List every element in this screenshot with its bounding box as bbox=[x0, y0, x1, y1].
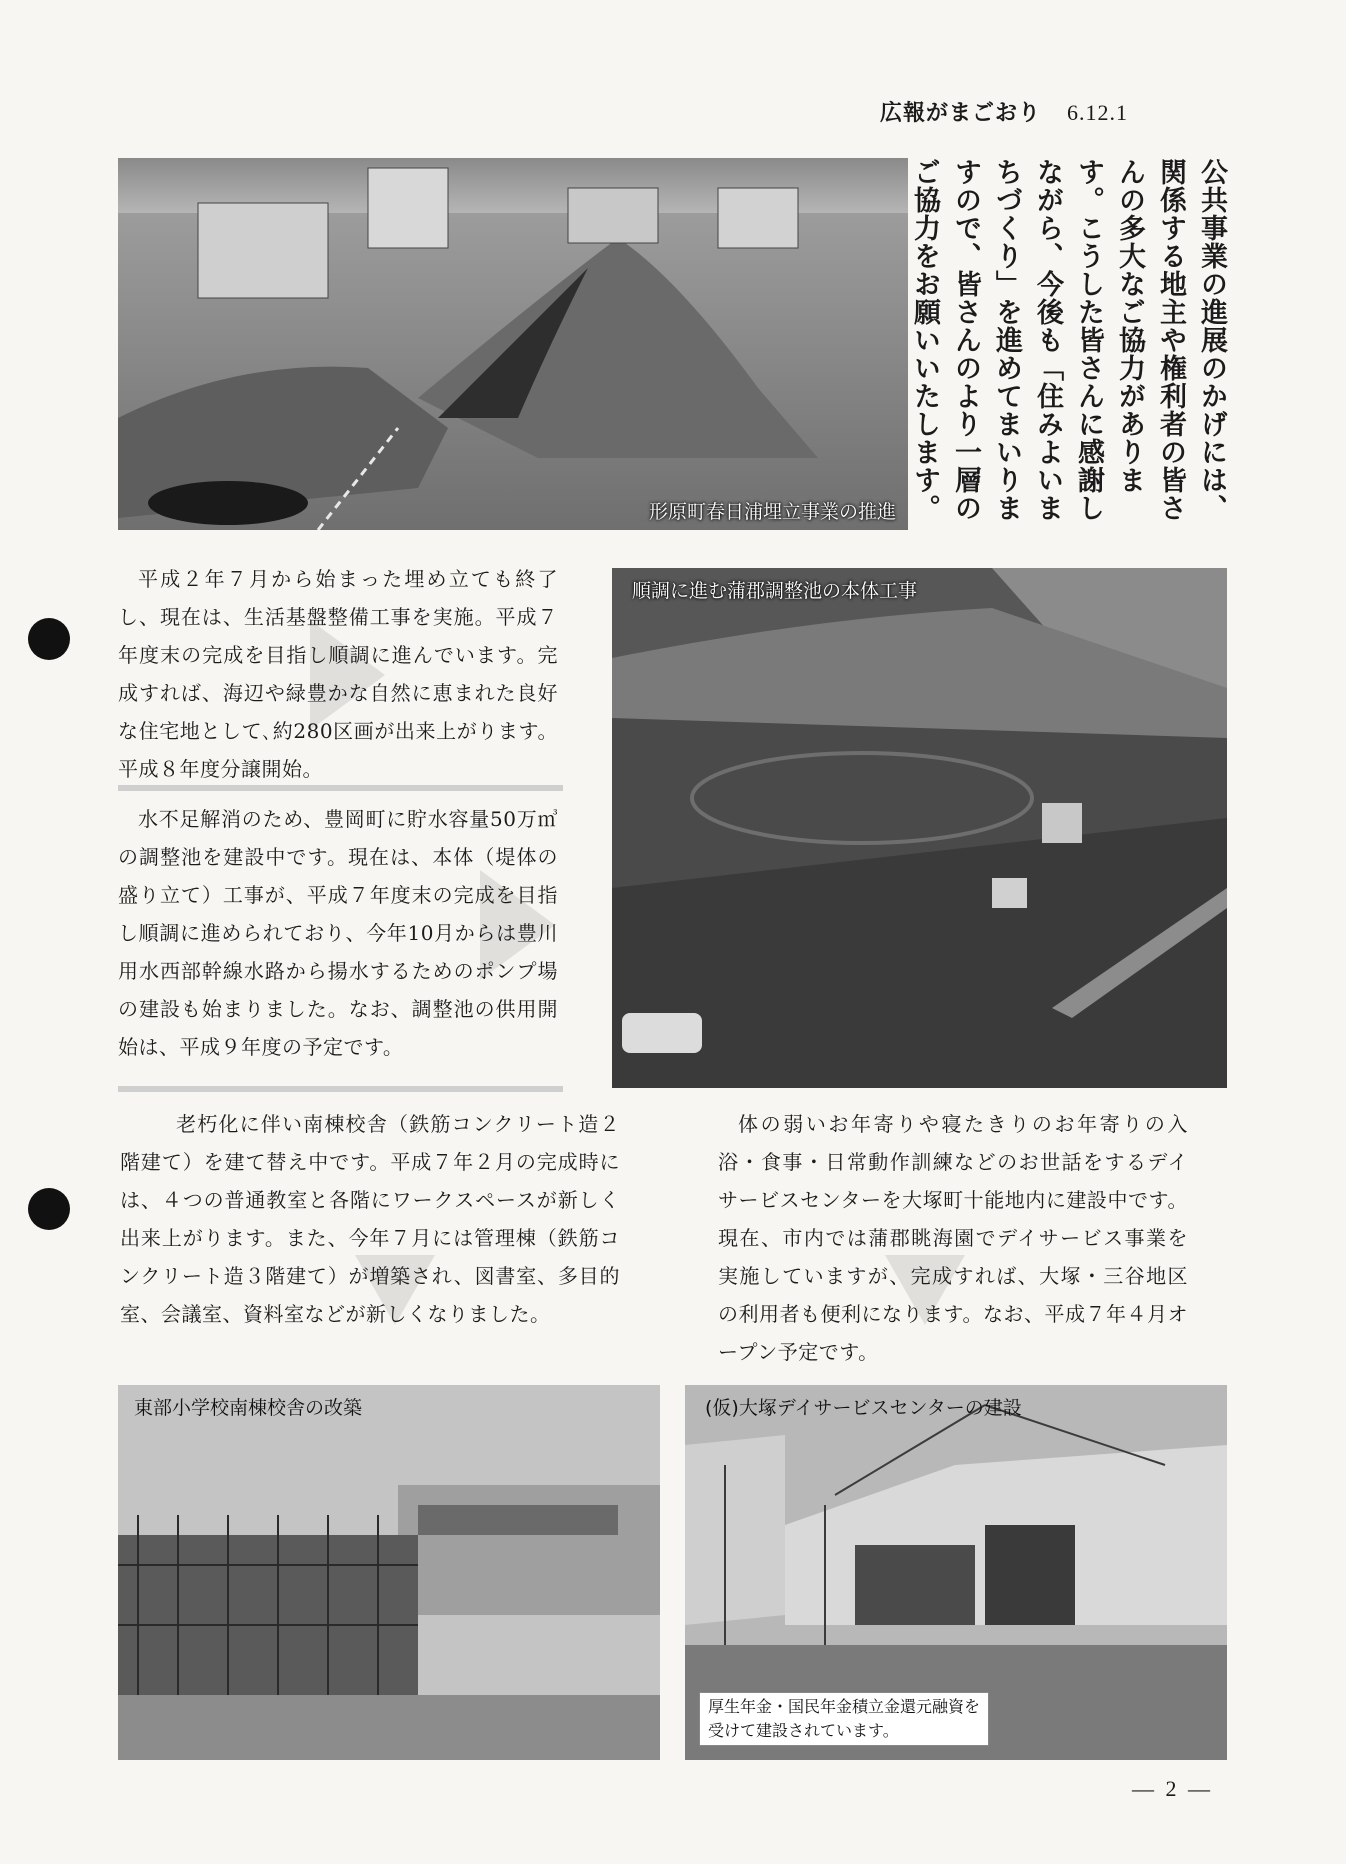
funding-note-line1: 厚生年金・国民年金積立金還元融資を bbox=[708, 1697, 981, 1716]
text-reclamation: 平成２年７月から始まった埋め立ても終了し、現在は、生活基盤整備工事を実施。平成７年度末の完成を目指し順調に進んでいます。完成すれば、海辺や緑豊かな自然に恵まれた良好な住宅地として､約280区画が出来上がります。平成８年度分譲開始。 bbox=[118, 567, 558, 781]
text-reservoir: 水不足解消のため、豊岡町に貯水容量50万㎥の調整池を建設中です。現在は、本体（堤体の盛り立て）工事が、平成７年度末の完成を目指し順調に進められており、今年10月からは豊川用水西部幹線水路から揚水するためのポンプ場の建設も始まりました。なお、調整池の供用開始は、平成９年度の予定です。 bbox=[118, 807, 558, 1059]
caption-school: 東部小学校南棟校舎の改築 bbox=[134, 1397, 363, 1419]
text-day-service: 体の弱いお年寄りや寝たきりのお年寄りの入浴・食事・日常動作訓練などのお世話をするデイサービスセンターを大塚町十能地内に建設中です。現在、市内では蒲郡眺海園でデイサービス事業を実施していますが、完成すれば、大塚・三谷地区の利用者も便利になります。なお、平成７年４月オープン予定です。 bbox=[718, 1112, 1188, 1364]
photo-school-rebuilding bbox=[118, 1385, 660, 1760]
photo-reclamation-site bbox=[118, 158, 908, 530]
photo-day-service-center bbox=[685, 1385, 1227, 1760]
caption-day-service: (仮)大塚デイサービスセンターの建設 bbox=[705, 1397, 1022, 1419]
funding-note bbox=[699, 1692, 989, 1746]
divider bbox=[118, 1086, 563, 1092]
page-number: ― 2 ― bbox=[1132, 1776, 1213, 1801]
publication-name: 広報がまごおり bbox=[880, 101, 1042, 126]
vertical-intro-text: 公共事業の進展のかげには、関係する地主や権利者の皆さんの多大なご協力があります。こうした皆さんに感謝しながら、今後も「住みよいまちづくり」を進めてまいりますので、皆さんのより一層のご協力をお願いいたします。 bbox=[909, 158, 1227, 522]
caption-reservoir: 順調に進む蒲郡調整池の本体工事 bbox=[632, 580, 918, 602]
photo-reservoir-construction bbox=[612, 568, 1227, 1088]
issue-date: 6.12.1 bbox=[1067, 100, 1129, 125]
reservoir-image bbox=[612, 568, 1227, 1088]
page-header bbox=[880, 96, 1280, 136]
text-school: 老朽化に伴い南棟校舎（鉄筋コンクリート造２階建て）を建て替え中です。平成７年２月の完成時には、４つの普通教室と各階にワークスペースが新しく出来上がります。また、今年７月には管理棟（鉄筋コンクリート造３階建て）が増築され、図書室、多目的室、会議室、資料室などが新しくなりました。 bbox=[120, 1112, 620, 1326]
funding-note-line2: 受けて建設されています。 bbox=[708, 1721, 899, 1740]
reclamation-site-image bbox=[118, 158, 908, 530]
binder-hole-bottom bbox=[28, 1188, 70, 1230]
school-image bbox=[118, 1385, 660, 1760]
caption-reclamation: 形原町春日浦埋立事業の推進 bbox=[648, 501, 896, 523]
divider bbox=[118, 785, 563, 791]
binder-hole-top bbox=[28, 618, 70, 660]
